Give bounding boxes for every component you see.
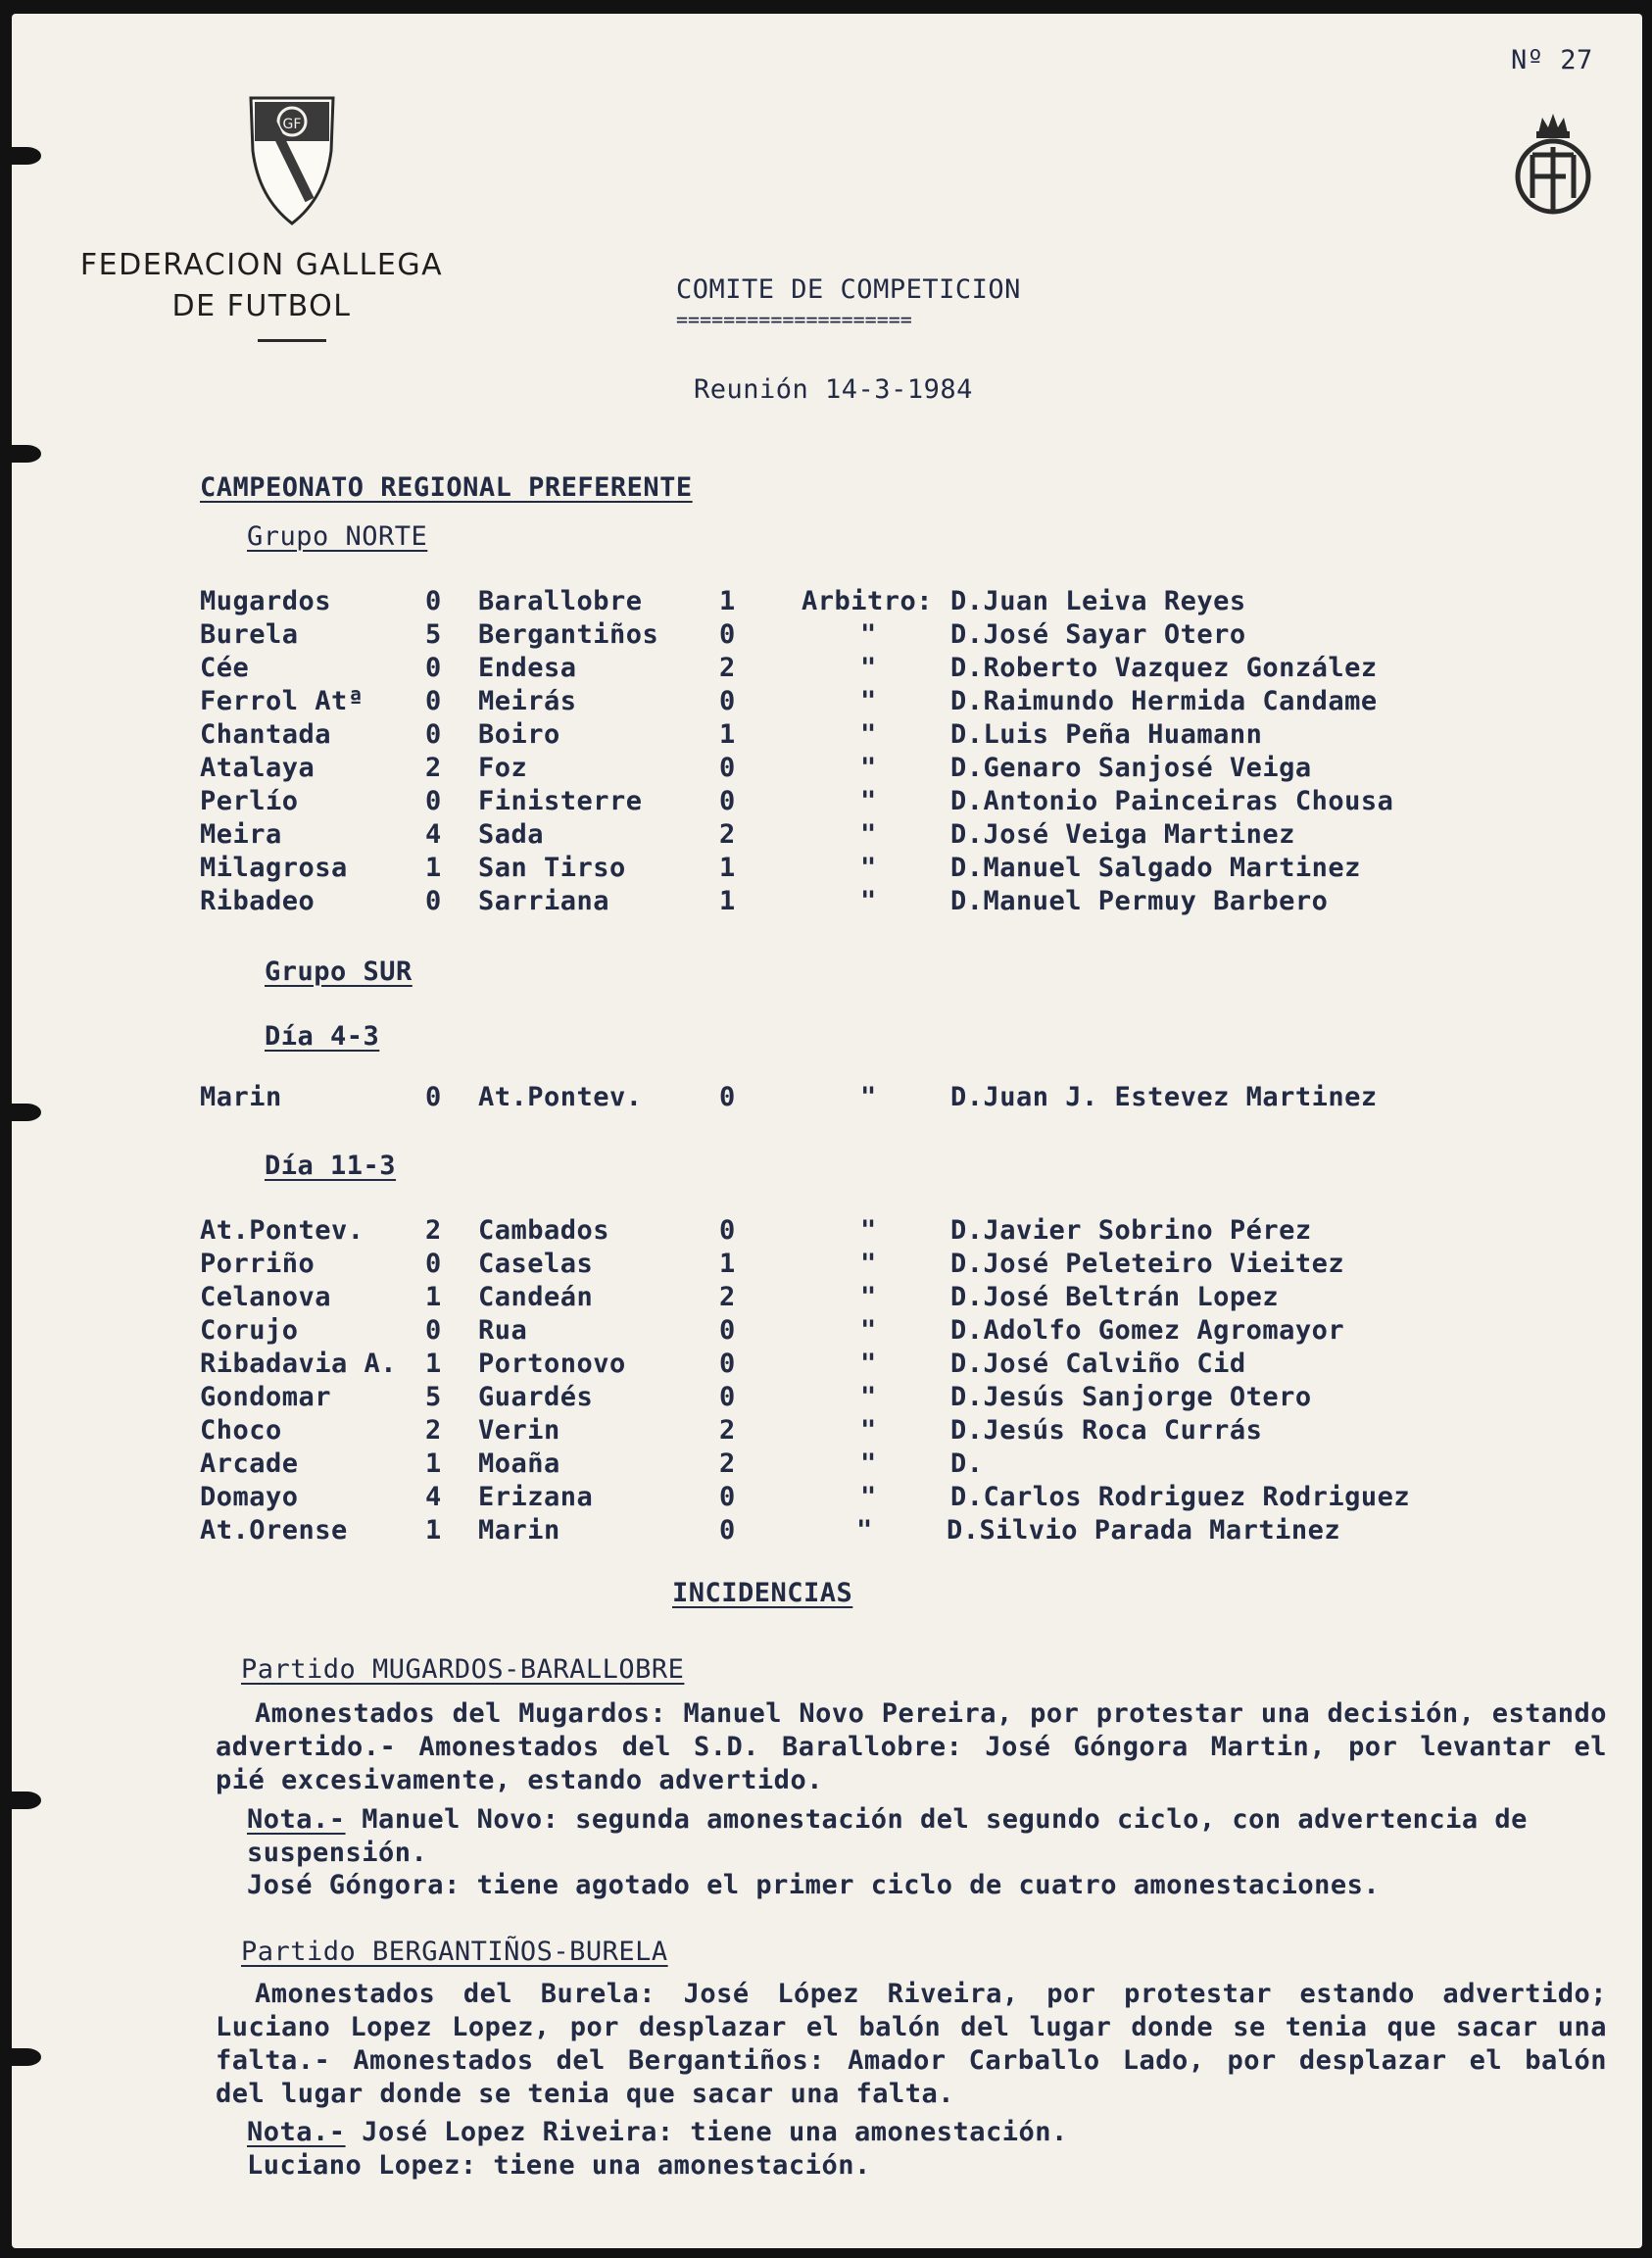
home-team: Choco — [200, 1415, 282, 1446]
result-row — [12, 686, 1378, 719]
away-team: Guardés — [478, 1382, 594, 1412]
referee-label: " — [860, 1315, 877, 1346]
result-row — [12, 1215, 1312, 1249]
away-team: Meirás — [478, 686, 577, 716]
home-score: 5 — [425, 1382, 442, 1412]
home-team: Ribadavia A. — [200, 1349, 398, 1379]
referee-name: D.Adolfo Gomez Agromayor — [950, 1315, 1345, 1346]
referee-label: " — [860, 819, 877, 850]
document-number: Nº 27 — [1511, 45, 1593, 75]
referee-label: " — [860, 1415, 877, 1446]
home-team: Burela — [200, 619, 299, 650]
home-team: At.Orense — [200, 1515, 348, 1546]
home-score: 1 — [425, 853, 442, 883]
committee-title-rule: ==================== — [676, 308, 912, 331]
home-team: Meira — [200, 819, 282, 850]
result-row — [12, 719, 1263, 753]
referee-label: " — [860, 1282, 877, 1312]
home-score: 1 — [425, 1349, 442, 1379]
result-row — [12, 819, 1295, 853]
referee-name: D.José Calviño Cid — [950, 1349, 1246, 1379]
federation-name — [71, 245, 453, 327]
home-team: Milagrosa — [200, 853, 348, 883]
away-team: Moaña — [478, 1448, 560, 1479]
home-team: Perlío — [200, 786, 299, 816]
away-score: 0 — [719, 1315, 736, 1346]
incidencias-title: INCIDENCIAS — [672, 1578, 853, 1608]
referee-label: " — [860, 1482, 877, 1512]
referee-label: " — [860, 1448, 877, 1479]
referee-label: " — [860, 1215, 877, 1246]
away-score: 0 — [719, 753, 736, 783]
federation-shield-logo — [247, 92, 337, 229]
home-score: 5 — [425, 619, 442, 650]
home-team: Marin — [200, 1082, 282, 1112]
home-team: Celanova — [200, 1282, 332, 1312]
referee-label: " — [860, 1349, 877, 1379]
referee-name: D.Luis Peña Huamann — [950, 719, 1263, 750]
home-team: Ferrol Atª — [200, 686, 364, 716]
away-team: Marin — [478, 1515, 560, 1546]
away-score: 1 — [719, 853, 736, 883]
referee-name: D.José Veiga Martinez — [950, 819, 1295, 850]
home-team: Mugardos — [200, 586, 332, 616]
away-score: 0 — [719, 1349, 736, 1379]
grupo-sur-title: Grupo SUR — [265, 957, 413, 987]
away-team: Verin — [478, 1415, 560, 1446]
home-team: Porriño — [200, 1249, 316, 1279]
home-score: 0 — [425, 1315, 442, 1346]
away-score: 0 — [719, 619, 736, 650]
home-score: 4 — [425, 1482, 442, 1512]
home-team: At.Pontev. — [200, 1215, 364, 1246]
match1-nota — [247, 1803, 1613, 1870]
match2-text: Amonestados del Burela: José López Riveira, por protestar estando advertido; Luciano Lopez Lopez, por desplazar el balón del lugar donde se tenia que sacar una falta.- Amonestados del Bergantiños: Amador Carballo Lado, por desplazar el balón del lugar donde se tenia que sacar una falta. — [216, 1979, 1607, 2109]
committee-title: COMITE DE COMPETICION — [676, 274, 1021, 305]
home-score: 0 — [425, 719, 442, 750]
away-team: Barallobre — [478, 586, 643, 616]
referee-name: D.Jesús Sanjorge Otero — [950, 1382, 1312, 1412]
referee-name: D.José Sayar Otero — [950, 619, 1246, 650]
home-score: 0 — [425, 1082, 442, 1112]
away-team: Portonovo — [478, 1349, 626, 1379]
referee-name: D. — [950, 1448, 984, 1479]
meeting-date: Reunión 14-3-1984 — [694, 374, 973, 405]
match1-text: Amonestados del Mugardos: Manuel Novo Pereira, por protestar una decisión, estando advertido.- Amonestados del S.D. Barallobre: José Góngora Martin, por levantar el pié excesivamente, estando advertido. — [216, 1698, 1607, 1795]
referee-label: " — [860, 686, 877, 716]
referee-name: D.Antonio Painceiras Chousa — [950, 786, 1394, 816]
referee-label: " — [860, 1382, 877, 1412]
referee-label: " — [860, 853, 877, 883]
away-score: 2 — [719, 653, 736, 683]
away-team: Boiro — [478, 719, 560, 750]
home-score: 0 — [425, 586, 442, 616]
referee-name: D.Silvio Parada Martinez — [947, 1515, 1341, 1546]
away-score: 2 — [719, 1415, 736, 1446]
home-team: Arcade — [200, 1448, 299, 1479]
away-score: 0 — [719, 1382, 736, 1412]
away-team: Cambados — [478, 1215, 610, 1246]
away-score: 1 — [719, 1249, 736, 1279]
svg-text:GF: GF — [282, 117, 302, 132]
match2-nota-extra: Luciano Lopez: tiene una amonestación. — [247, 2150, 871, 2181]
home-score: 0 — [425, 886, 442, 916]
referee-name: D.Roberto Vazquez González — [950, 653, 1378, 683]
match1-title: Partido MUGARDOS-BARALLOBRE — [241, 1654, 685, 1685]
result-row — [12, 1249, 1345, 1282]
away-score: 0 — [719, 1082, 736, 1112]
nota-text: José Lopez Riveira: tiene una amonestación. — [345, 2117, 1068, 2147]
home-team: Atalaya — [200, 753, 316, 783]
home-team: Gondomar — [200, 1382, 332, 1412]
home-score: 2 — [425, 1215, 442, 1246]
match2-title: Partido BERGANTIÑOS-BURELA — [241, 1937, 668, 1967]
nota-text: Manuel Novo: segunda amonestación del segundo ciclo, con advertencia de suspensión. — [247, 1804, 1528, 1868]
grupo-norte-title: Grupo NORTE — [247, 521, 428, 552]
match1-nota-extra: José Góngora: tiene agotado el primer ciclo de cuatro amonestaciones. — [247, 1870, 1381, 1900]
result-row — [12, 1315, 1345, 1349]
away-score: 1 — [719, 719, 736, 750]
referee-name: D.Jesús Roca Currás — [950, 1415, 1263, 1446]
home-team: Chantada — [200, 719, 332, 750]
away-score: 2 — [719, 819, 736, 850]
home-score: 0 — [425, 1249, 442, 1279]
away-score: 1 — [719, 886, 736, 916]
federation-name-rule — [258, 339, 326, 342]
referee-name: D.Carlos Rodriguez Rodriguez — [950, 1482, 1411, 1512]
away-score: 0 — [719, 1482, 736, 1512]
away-score: 0 — [719, 1215, 736, 1246]
away-team: Bergantiños — [478, 619, 659, 650]
result-row — [12, 1482, 1411, 1515]
away-team: At.Pontev. — [478, 1082, 643, 1112]
referee-label: Arbitro: — [802, 586, 934, 616]
referee-name: D.Genaro Sanjosé Veiga — [950, 753, 1312, 783]
away-score: 1 — [719, 586, 736, 616]
referee-label: " — [860, 719, 877, 750]
away-team: Finisterre — [478, 786, 643, 816]
away-team: Foz — [478, 753, 528, 783]
nota-label: Nota.- — [247, 1804, 346, 1835]
home-team: Domayo — [200, 1482, 299, 1512]
home-score: 0 — [425, 686, 442, 716]
referee-name: D.Raimundo Hermida Candame — [950, 686, 1378, 716]
away-score: 0 — [719, 786, 736, 816]
referee-name: D.José Beltrán Lopez — [950, 1282, 1280, 1312]
home-team: Corujo — [200, 1315, 299, 1346]
home-score: 2 — [425, 753, 442, 783]
result-row — [12, 1282, 1280, 1315]
home-team: Ribadeo — [200, 886, 316, 916]
result-row — [12, 1448, 984, 1482]
referee-label: " — [860, 619, 877, 650]
referee-name: D.Juan J. Estevez Martinez — [950, 1082, 1378, 1112]
result-row — [12, 853, 1361, 886]
home-score: 2 — [425, 1415, 442, 1446]
away-score: 0 — [719, 1515, 736, 1546]
away-team: Sada — [478, 819, 545, 850]
home-score: 1 — [425, 1515, 442, 1546]
match2-incident-text — [216, 1978, 1607, 2111]
championship-title: CAMPEONATO REGIONAL PREFERENTE — [200, 472, 693, 503]
referee-label: " — [856, 1515, 873, 1546]
referee-name: D.Manuel Salgado Martinez — [950, 853, 1361, 883]
result-row — [12, 586, 1246, 619]
referee-label: " — [860, 653, 877, 683]
referee-label: " — [860, 1082, 877, 1112]
match1-incident-text — [216, 1697, 1607, 1797]
day-heading: Día 4-3 — [265, 1021, 380, 1052]
away-score: 2 — [719, 1282, 736, 1312]
home-team: Cée — [200, 653, 250, 683]
referee-label: " — [860, 1249, 877, 1279]
result-row — [12, 653, 1378, 686]
away-team: Erizana — [478, 1482, 594, 1512]
result-row — [12, 1349, 1246, 1382]
referee-name: D.Juan Leiva Reyes — [950, 586, 1246, 616]
result-row — [12, 786, 1394, 819]
match2-nota — [247, 2117, 1068, 2147]
result-row — [12, 1382, 1312, 1415]
away-team: Sarriana — [478, 886, 610, 916]
away-score: 0 — [719, 686, 736, 716]
home-score: 0 — [425, 653, 442, 683]
result-row — [12, 619, 1246, 653]
away-team: Endesa — [478, 653, 577, 683]
federation-name-line2: DE FUTBOL — [171, 289, 352, 323]
away-team: Candeán — [478, 1282, 594, 1312]
home-score: 4 — [425, 819, 442, 850]
referee-label: " — [860, 886, 877, 916]
home-score: 1 — [425, 1282, 442, 1312]
referee-name: D.Manuel Permuy Barbero — [950, 886, 1329, 916]
rfef-crest-logo — [1511, 108, 1595, 218]
home-score: 1 — [425, 1448, 442, 1479]
result-row — [12, 1415, 1263, 1448]
referee-label: " — [860, 786, 877, 816]
away-team: San Tirso — [478, 853, 626, 883]
referee-label: " — [860, 753, 877, 783]
nota-label: Nota.- — [247, 2117, 346, 2147]
result-row — [12, 1515, 1341, 1548]
home-score: 0 — [425, 786, 442, 816]
result-row — [12, 1082, 1378, 1115]
away-team: Caselas — [478, 1249, 594, 1279]
away-score: 2 — [719, 1448, 736, 1479]
referee-name: D.José Peleteiro Vieitez — [950, 1249, 1345, 1279]
away-team: Rua — [478, 1315, 528, 1346]
day-heading: Día 11-3 — [265, 1151, 397, 1181]
document-page — [12, 14, 1642, 2248]
result-row — [12, 753, 1312, 786]
result-row — [12, 886, 1329, 919]
federation-name-line1: FEDERACION GALLEGA — [79, 248, 444, 282]
referee-name: D.Javier Sobrino Pérez — [950, 1215, 1312, 1246]
